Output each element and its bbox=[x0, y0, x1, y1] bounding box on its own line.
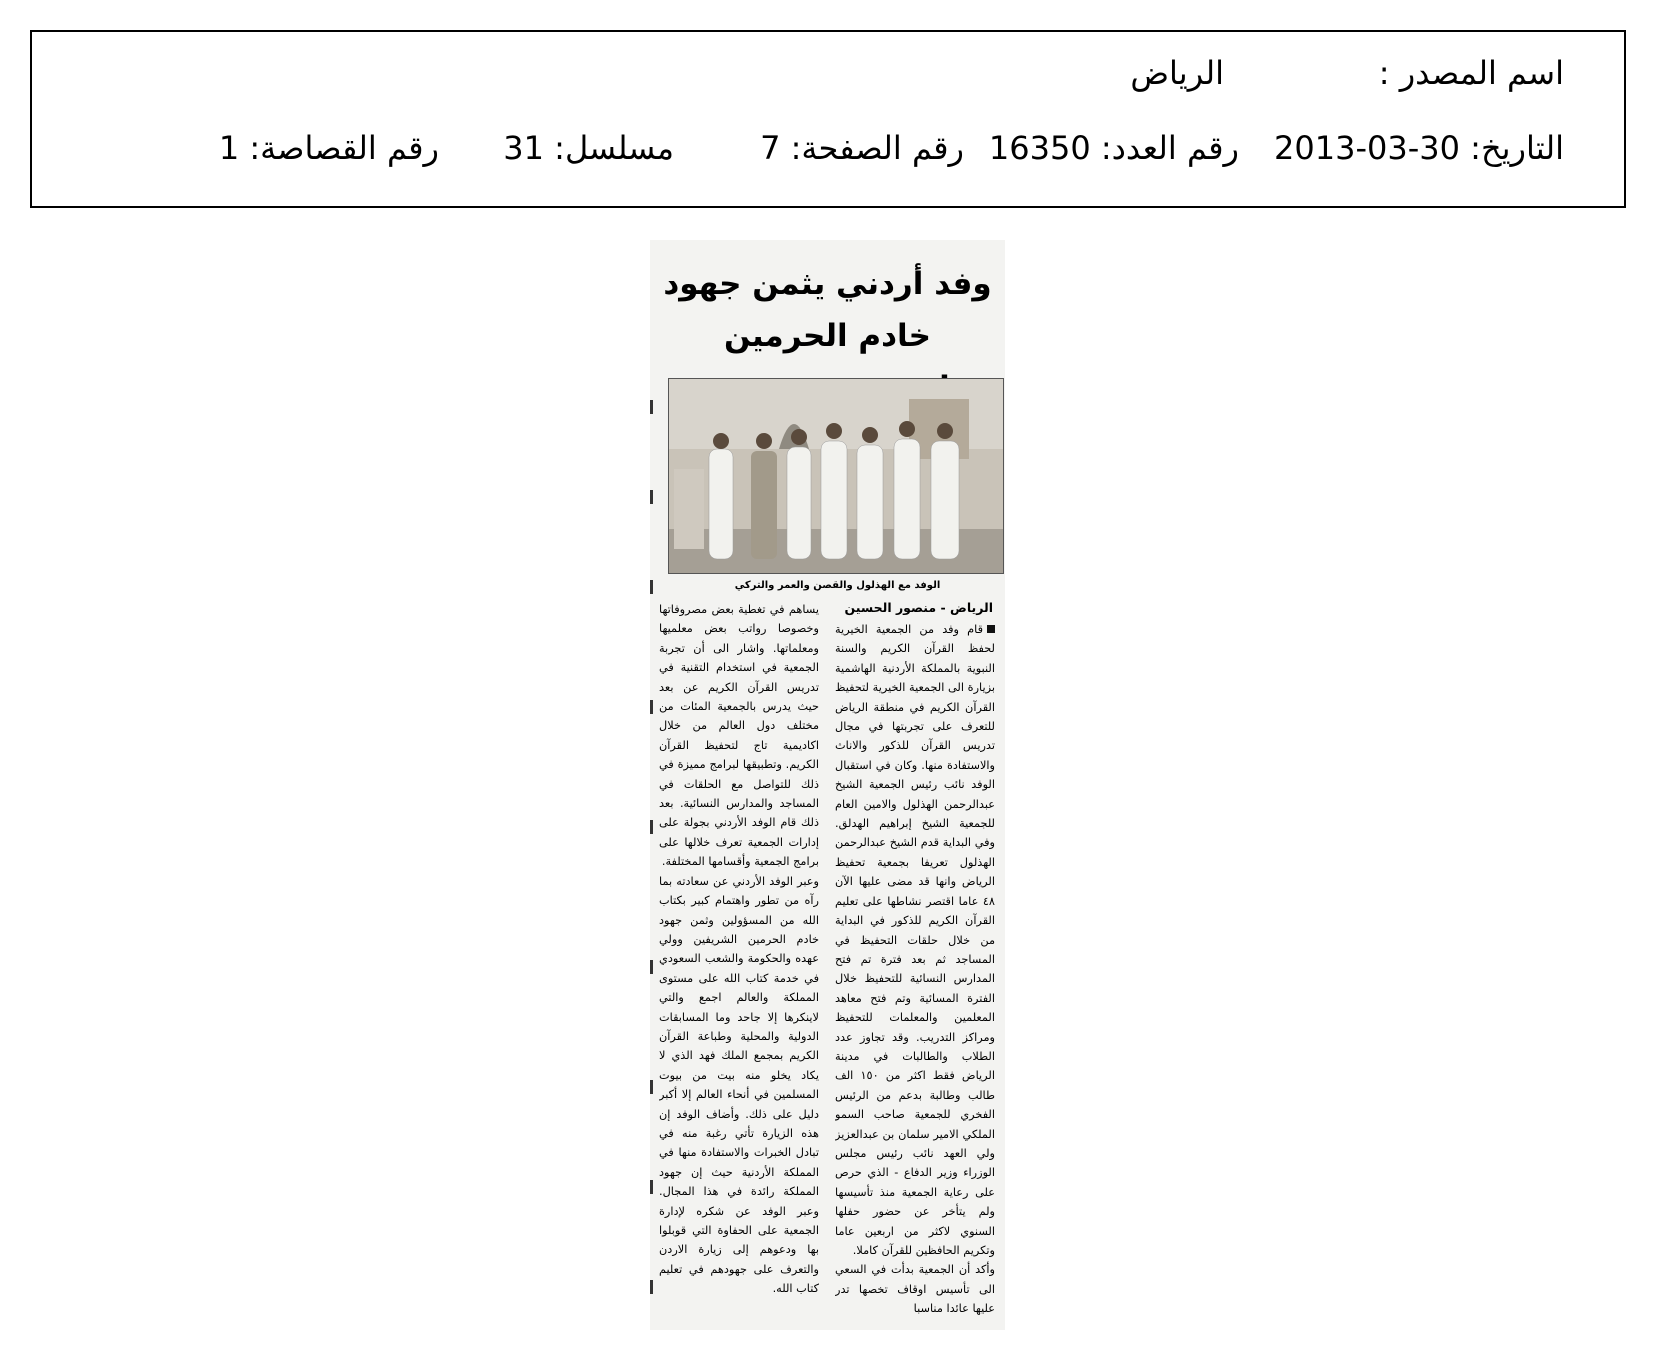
paragraph: وأكد أن الجمعية بدأت في السعي الى تأسيس اوقاف تخصها تدر عليها عائدا مناسبا bbox=[835, 1263, 995, 1316]
article-byline: الرياض - منصور الحسين bbox=[844, 600, 993, 615]
article-photo bbox=[668, 378, 1004, 574]
paragraph-bullet-icon bbox=[987, 625, 995, 633]
date-field: التاريخ: 30-03-2013 bbox=[1274, 129, 1564, 167]
issue-number-field: رقم العدد: 16350 bbox=[988, 129, 1239, 167]
page-number-field: رقم الصفحة: 7 bbox=[760, 129, 964, 167]
newspaper-clipping bbox=[650, 240, 1005, 1330]
serial-field: مسلسل: 31 bbox=[503, 129, 674, 167]
headline-line-1: وفد أردني يثمن جهود خادم الحرمين bbox=[663, 266, 992, 354]
source-info-box bbox=[30, 30, 1626, 208]
photo-caption: الوفد مع الهذلول والقصن والعمر والتركي bbox=[734, 580, 941, 591]
article-column-right bbox=[835, 620, 995, 1330]
source-value: الرياض bbox=[1130, 54, 1224, 92]
paragraph: وعبر الوفد الأردني عن سعادته بما رآه من تطور واهتمام كبير بكتاب الله من المسؤولين وثمن جهود خادم الحرمين الشريفين وولي عهده والحكومة والشعب السعودي في خدمة كتاب الله على مستوى المملكة والعالم اجمع والتي لاينكرها إلا جاحد وما المسابقات الدولية والمحلية وطباعة القرآن الكريم بمجمع الملك فهد الذي لا يكاد يخلو منه بيت من بيوت المسلمين في أنحاء العالم إلا أكبر دليل على ذلك. وأضاف الوفد إن هذه الزيارة تأتي رغبة منه في تبادل الخبرات والاستفادة منها في المملكة الأردنية حيث إن جهود المملكة رائدة في هذا المجال. وعبر الوفد عن شكره لإدارة الجمعية على الحفاوة التي قوبلوا بها ودعوهم إلى زيارة الاردن والتعرف على جهودهم في تعليم كتاب الله. bbox=[659, 874, 819, 1296]
paragraph bbox=[835, 620, 995, 1260]
source-row bbox=[32, 54, 1624, 104]
group-photo-image bbox=[669, 379, 1003, 573]
clip-number-field: رقم القصاصة: 1 bbox=[218, 129, 439, 167]
details-row bbox=[32, 129, 1624, 179]
article-column-left bbox=[659, 600, 819, 1330]
source-label: اسم المصدر : bbox=[1378, 54, 1564, 92]
paragraph: يساهم في تغطية بعض مصروفاتها وخصوصا رواتب بعض معلميها ومعلماتها. واشار الى أن تجربة الجمعية في استخدام التقنية في تدريس القرآن الكريم عن بعد حيث يدرس بالجمعية المئات من مختلف دول العالم من خلال اكاديمية تاج لتحفيظ القرآن الكريم. وتطبيقها لبرامج مميزة في ذلك للتواصل مع الحلقات في المساجد والمدارس النسائية. بعد ذلك قام الوفد الأردني بجولة على إدارات الجمعية تعرف خلالها على برامج الجمعية وأقسامها المختلفة. bbox=[659, 603, 819, 869]
column-edge-marks bbox=[650, 400, 654, 1330]
paragraph-text: قام وفد من الجمعية الخيرية لحفظ القرآن الكريم والسنة النبوية بالمملكة الأردنية الهاشمية بزيارة الى الجمعية الخيرية لتحفيظ القرآن الكريم في منطقة الرياض للتعرف على تجربتها في مجال تدريس القرآن للذكور والاناث والاستفادة منها. وكان في استقبال الوفد نائب رئيس الجمعية الشيخ عبدالرحمن الهذلول والامين العام للجمعية الشيخ إبراهيم الهدلق. وفي البداية قدم الشيخ عبدالرحمن الهذلول تعريفا بجمعية تحفيظ الرياض وانها قد مضى عليها الآن ٤٨ عاما اقتصر نشاطها على تعليم القرآن الكريم للذكور في البداية من خلال حلقات التحفيظ في المساجد ثم بعد فترة تم فتح المدارس النسائية للتحفيظ خلال الفترة المسائية وتم فتح معاهد المعلمين والمعلمات للتحفيظ ومراكز التدريب. وقد تجاوز عدد الطلاب والطالبات في مدينة الرياض فقط اكثر من ١٥٠ الف طالب وطالبة بدعم من الرئيس الفخري للجمعية صاحب السمو الملكي الامير سلمان بن عبدالعزيز ولي العهد نائب رئيس مجلس الوزراء وزير الدفاع - الذي حرص على رعاية الجمعية منذ تأسيسها ولم يتأخر عن حضور حفلها السنوي لاكثر من اربعين عاما وتكريم الحافظين للقرآن كاملا. bbox=[835, 623, 995, 1257]
